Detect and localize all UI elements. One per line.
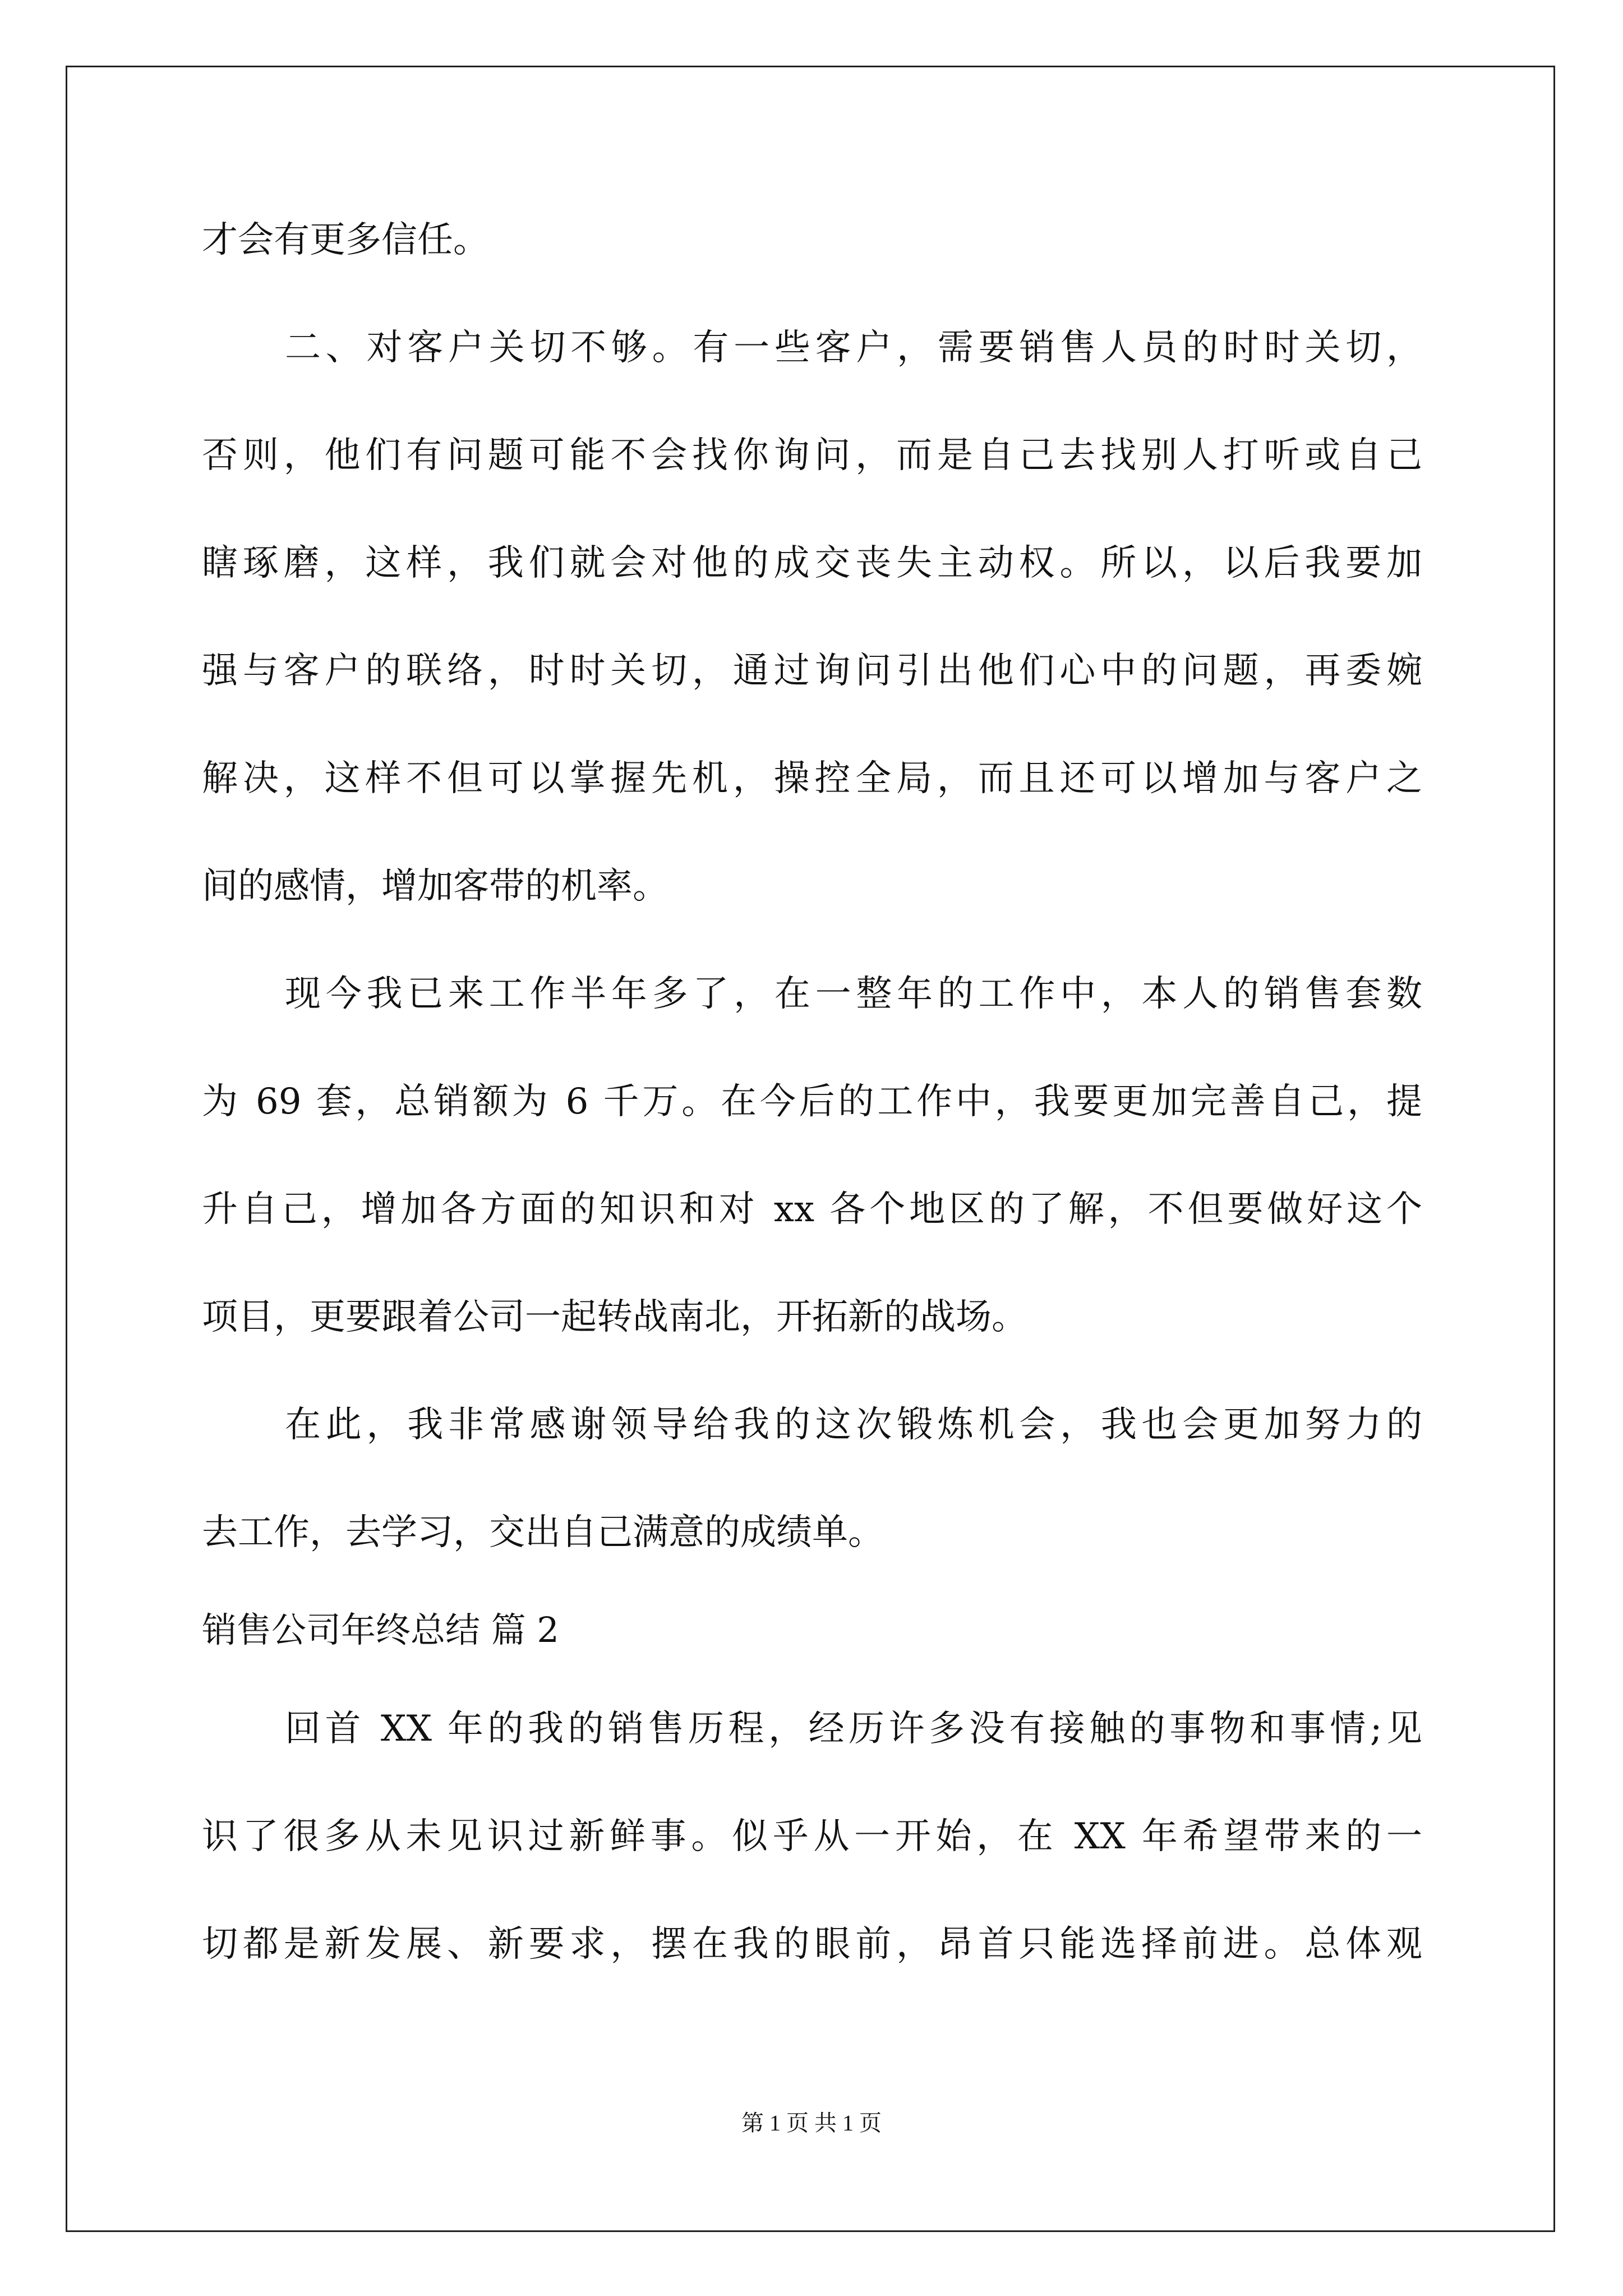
text-line: 现今我已来工作半年多了，在一整年的工作中，本人的销售套数	[285, 973, 1422, 1015]
text-line: 升自己，增加各方面的知识和对 xx 各个地区的了解，不但要做好这个	[202, 1189, 1422, 1230]
text-line: 才会有更多信任。	[202, 219, 489, 261]
text-line: 否则，他们有问题可能不会找你询问，而是自己去找别人打听或自己	[202, 435, 1422, 476]
text-line: 识了很多从未见识过新鲜事。似乎从一开始，在 XX 年希望带来的一	[202, 1816, 1422, 1857]
text-line: 项目，更要跟着公司一起转战南北，开拓新的战场。	[202, 1296, 1027, 1338]
page-footer: 第 1 页 共 1 页	[741, 2110, 882, 2136]
page-frame	[66, 66, 1555, 2232]
text-line: 间的感情，增加客带的机率。	[202, 866, 668, 907]
text-line: 二、对客户关切不够。有一些客户，需要销售人员的时时关切，	[285, 327, 1422, 369]
text-line: 为 69 套，总销额为 6 千万。在今后的工作中，我要更加完善自己，提	[202, 1081, 1422, 1122]
text-line: 强与客户的联络，时时关切，通过询问引出他们心中的问题，再委婉	[202, 650, 1422, 692]
text-line: 去工作，去学习，交出自己满意的成绩单。	[202, 1512, 884, 1553]
text-line: 切都是新发展、新要求，摆在我的眼前，昂首只能选择前进。总体观	[202, 1924, 1422, 1965]
section-heading: 销售公司年终总结 篇 2	[202, 1609, 559, 1650]
text-line: 在此，我非常感谢领导给我的这次锻炼机会，我也会更加努力的	[285, 1404, 1422, 1446]
text-line: 解决，这样不但可以掌握先机，操控全局，而且还可以增加与客户之	[202, 758, 1422, 799]
text-line: 回首 XX 年的我的销售历程，经历许多没有接触的事物和事情;见	[285, 1708, 1422, 1750]
text-line: 瞎琢磨，这样，我们就会对他的成交丧失主动权。所以，以后我要加	[202, 542, 1422, 584]
